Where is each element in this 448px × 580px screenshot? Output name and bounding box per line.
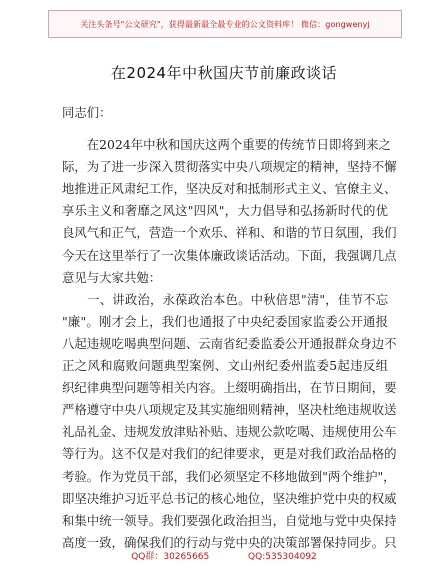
paragraph-line: 意见与大家共勉： [62,269,162,285]
paragraph-line: 即坚决维护习近平总书记的核心地位，坚决维护党中央的权威 [62,490,397,506]
paragraph-line: 礼品礼金、违规发放津贴补贴、违规公款吃喝、违规使用公车 [62,424,397,440]
paragraph-line: 正之风和腐败问题典型案例、文山州纪委州监委5起违反组 [62,358,388,374]
paragraph-line: 高度一致，确保我们的行动与党中央的决策部署保持同步。只 [62,534,397,550]
paragraph-line: "廉"。刚才会上，我们也通报了中央纪委国家监委公开通报 [62,313,388,329]
paragraph-list [62,134,397,554]
footer [0,549,448,562]
paragraph-line: 考验。作为党员干部，我们必须坚定不移地做到"两个维护"， [62,468,396,484]
paragraph [62,289,397,554]
footer-qq-group: QQ群：30265665 [131,552,210,562]
paragraph-line: 际，为了进一步深入贯彻落实中央八项规定的精神，坚持不懈 [62,159,397,175]
paragraph-line: 等行为。这不仅是对我们的纪律要求，更是对我们政治品格的 [62,446,397,462]
paragraph-line: 在2024年中秋和国庆这两个重要的传统节日即将到来之 [62,137,391,153]
paragraph-line: 织纪律典型问题等相关内容。上缀明确指出，在节日期间，要 [62,380,397,396]
paragraph-line: 良风气和正气，营造一个欢乐、祥和、和谐的节日氛围，我们 [62,225,397,241]
greeting: 同志们： [62,105,112,120]
paragraph [62,134,397,289]
paragraph-line: 地推进正风肃纪工作，坚决反对和抵制形式主义、官僚主义、 [62,181,397,197]
paragraph-line: 严格遵守中央八项规定及其实施细则精神，坚决杜绝违规收送 [62,402,397,418]
paragraph-line: 八起违规吃喝典型问题、云南省纪委监委公开通报群众身边不 [62,335,397,351]
document-body [62,102,397,554]
footer-qq: QQ:535304092 [248,552,317,562]
promo-banner: 关注头条号"公文研究"，获得最新最全最专业的公文资料库！ 微信：gongwenyj [48,10,402,38]
paragraph-line: 今天在这里举行了一次集体廉政谈话活动。下面，我强调几点 [62,247,397,263]
paragraph-line: 享乐主义和奢靡之风这"四风"，大力倡导和弘扬新时代的优 [62,203,388,219]
document-title: 在2024年中秋国庆节前廉政谈话 [110,64,338,82]
paragraph-line: 和集中统一领导。我们要强化政治担当，自觉地与党中央保持 [62,512,397,528]
paragraph-line: 一、讲政治，永葆政治本色。中秋倍思"清"，佳节不忘 [62,291,388,307]
